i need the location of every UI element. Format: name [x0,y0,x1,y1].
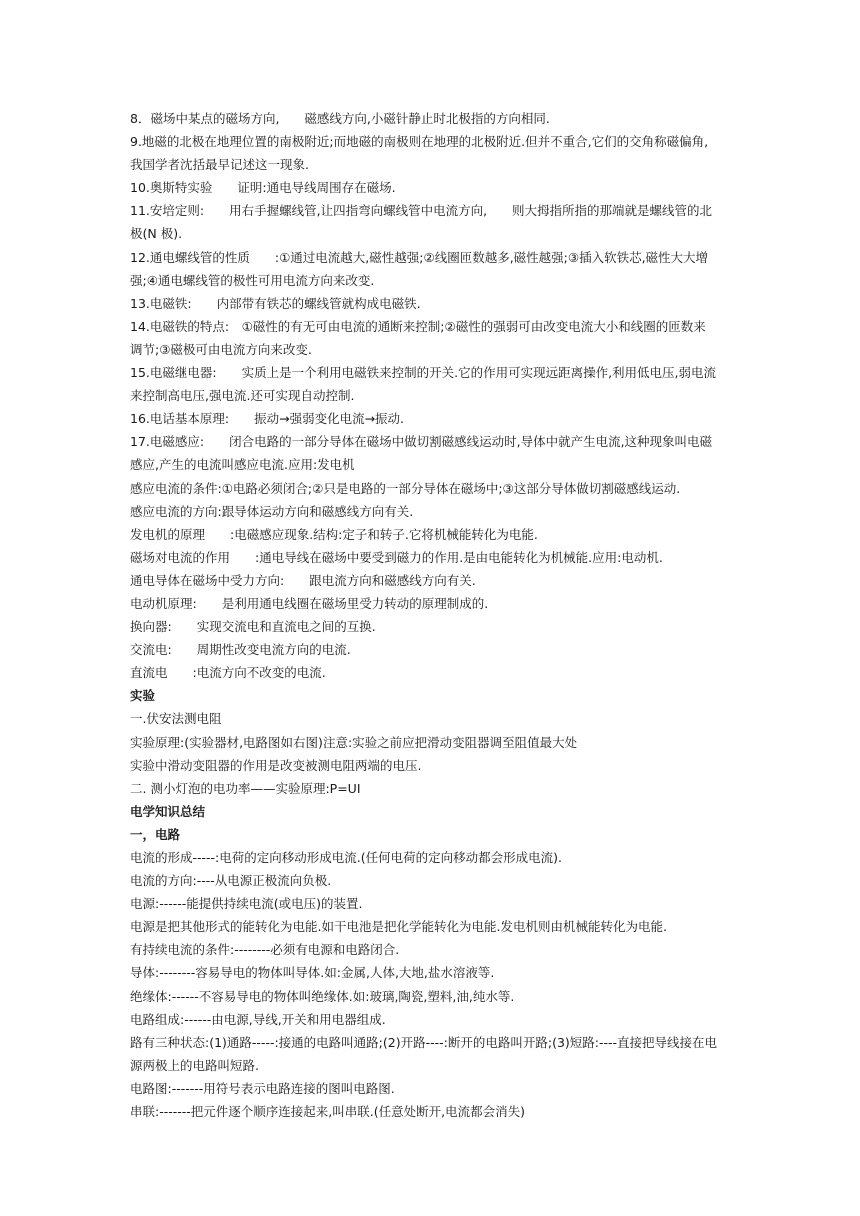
text-line: 一.伏安法测电阻 [130,711,222,727]
section-heading: 电学知识总结 [130,803,206,819]
text-line: 8．磁场中某点的磁场方向, 磁感线方向,小磁针静止时北极指的方向相同. [130,111,550,126]
text-line: 16.电话基本原理: 振动→强弱变化电流→振动. [130,411,405,427]
text-line: 感应,产生的电流叫感应电流.应用:发电机 [130,457,355,473]
text-line: 15.电磁继电器: 实质上是一个利用电磁铁来控制的开关.它的作用可实现远距离操作,利用低电压,弱电流 [130,365,717,381]
text-line: 感应电流的条件:①电路必须闭合;②只是电路的一部分导体在磁场中;③这部分导体做切割磁感线运动. [130,480,681,496]
text-line: 串联:-------把元件逐个顺序连接起来,叫串联.(任意处断开,电流都会消失) [130,1104,525,1120]
text-line: 17.电磁感应: 闭合电路的一部分导体在磁场中做切割磁感线运动时,导体中就产生电流,这种现象叫电磁 [130,434,713,450]
text-line: 电源是把其他形式的能转化为电能.如干电池是把化学能转化为电能.发电机则由机械能转化为电能. [130,919,667,935]
document-page [130,107,730,1123]
text-line: 感应电流的方向:跟导体运动方向和磁感线方向有关. [130,503,414,519]
text-line: 电路组成:------由电源,导线,开关和用电器组成. [130,1011,386,1027]
text-line: 电源:------能提供持续电流(或电压)的装置. [130,896,363,912]
section-heading: 实验 [130,688,156,704]
text-line: 我国学者沈括最早记述这一现象. [130,157,309,173]
text-line: 14.电磁铁的特点: ①磁性的有无可由电流的通断来控制;②磁性的强弱可由改变电流大小和线圈的匝数来 [130,318,706,334]
text-line: 实验中滑动变阻器的作用是改变被测电阻两端的电压. [130,757,422,773]
text-line: 电流的方向:----从电源正极流向负极. [130,873,332,889]
text-line: 电动机原理: 是利用通电线圈在磁场里受力转动的原理制成的. [130,595,489,611]
text-line: 来控制高电压,强电流.还可实现自动控制. [130,388,355,404]
text-line: 调节;③磁极可由电流方向来改变. [130,341,312,357]
text-line: 路有三种状态:(1)通路-----:接通的电路叫通路;(2)开路----:断开的电路叫开路;(3)短路:----直接把导线接在电 [130,1034,718,1050]
text-line: 交流电: 周期性改变电流方向的电流. [130,642,351,658]
text-line: 通电导体在磁场中受力方向: 跟电流方向和磁感线方向有关. [130,572,476,588]
text-line: 换向器: 实现交流电和直流电之间的互换. [130,619,376,635]
text-line: 强;④通电螺线管的极性可用电流方向来改变. [130,272,375,288]
text-line: 12.通电螺线管的性质 :①通过电流越大,磁性越强;②线圈匝数越多,磁性越强;③插入软铁芯,磁性大大增 [130,249,709,265]
text-line: 发电机的原理 :电磁感应现象.结构:定子和转子.它将机械能转化为电能. [130,526,538,542]
text-line: 直流电 :电流方向不改变的电流. [130,665,326,681]
text-line: 实验原理:(实验器材,电路图如右图)注意:实验之前应把滑动变阻器调至阻值最大处 [130,734,578,750]
text-line: 9.地磁的北极在地理位置的南极附近;而地磁的南极则在地理的北极附近.但并不重合,它们的交角称磁偏角, [130,134,709,150]
text-line: 有持续电流的条件:--------必须有电源和电路闭合. [130,942,400,958]
text-line: 11.安培定则: 用右手握螺线管,让四指弯向螺线管中电流方向, 则大拇指所指的那端就是螺线管的北 [130,203,713,219]
section-heading: 一，电路 [130,826,181,842]
text-line: 13.电磁铁: 内部带有铁芯的螺线管就构成电磁铁. [130,295,421,311]
text-line: 绝缘体:------不容易导电的物体叫绝缘体.如:玻璃,陶瓷,塑料,油,纯水等. [130,988,515,1004]
text-line: 导体:--------容易导电的物体叫导体.如:金属,人体,大地,盐水溶液等. [130,965,495,981]
text-line: 电路图:-------用符号表示电路连接的图叫电路图. [130,1080,395,1096]
text-line: 源两极上的电路叫短路. [130,1057,259,1073]
text-line: 电流的形成-----:电荷的定向移动形成电流.(任何电荷的定向移动都会形成电流). [130,850,562,865]
text-line: 10.奥斯特实验 证明:通电导线周围存在磁场. [130,180,396,196]
text-line: 极(N 极). [130,226,183,242]
text-line: 磁场对电流的作用 :通电导线在磁场中要受到磁力的作用.是由电能转化为机械能.应用:电动机. [130,549,663,565]
text-line: 二. 测小灯泡的电功率——实验原理:P=UI [130,780,361,796]
